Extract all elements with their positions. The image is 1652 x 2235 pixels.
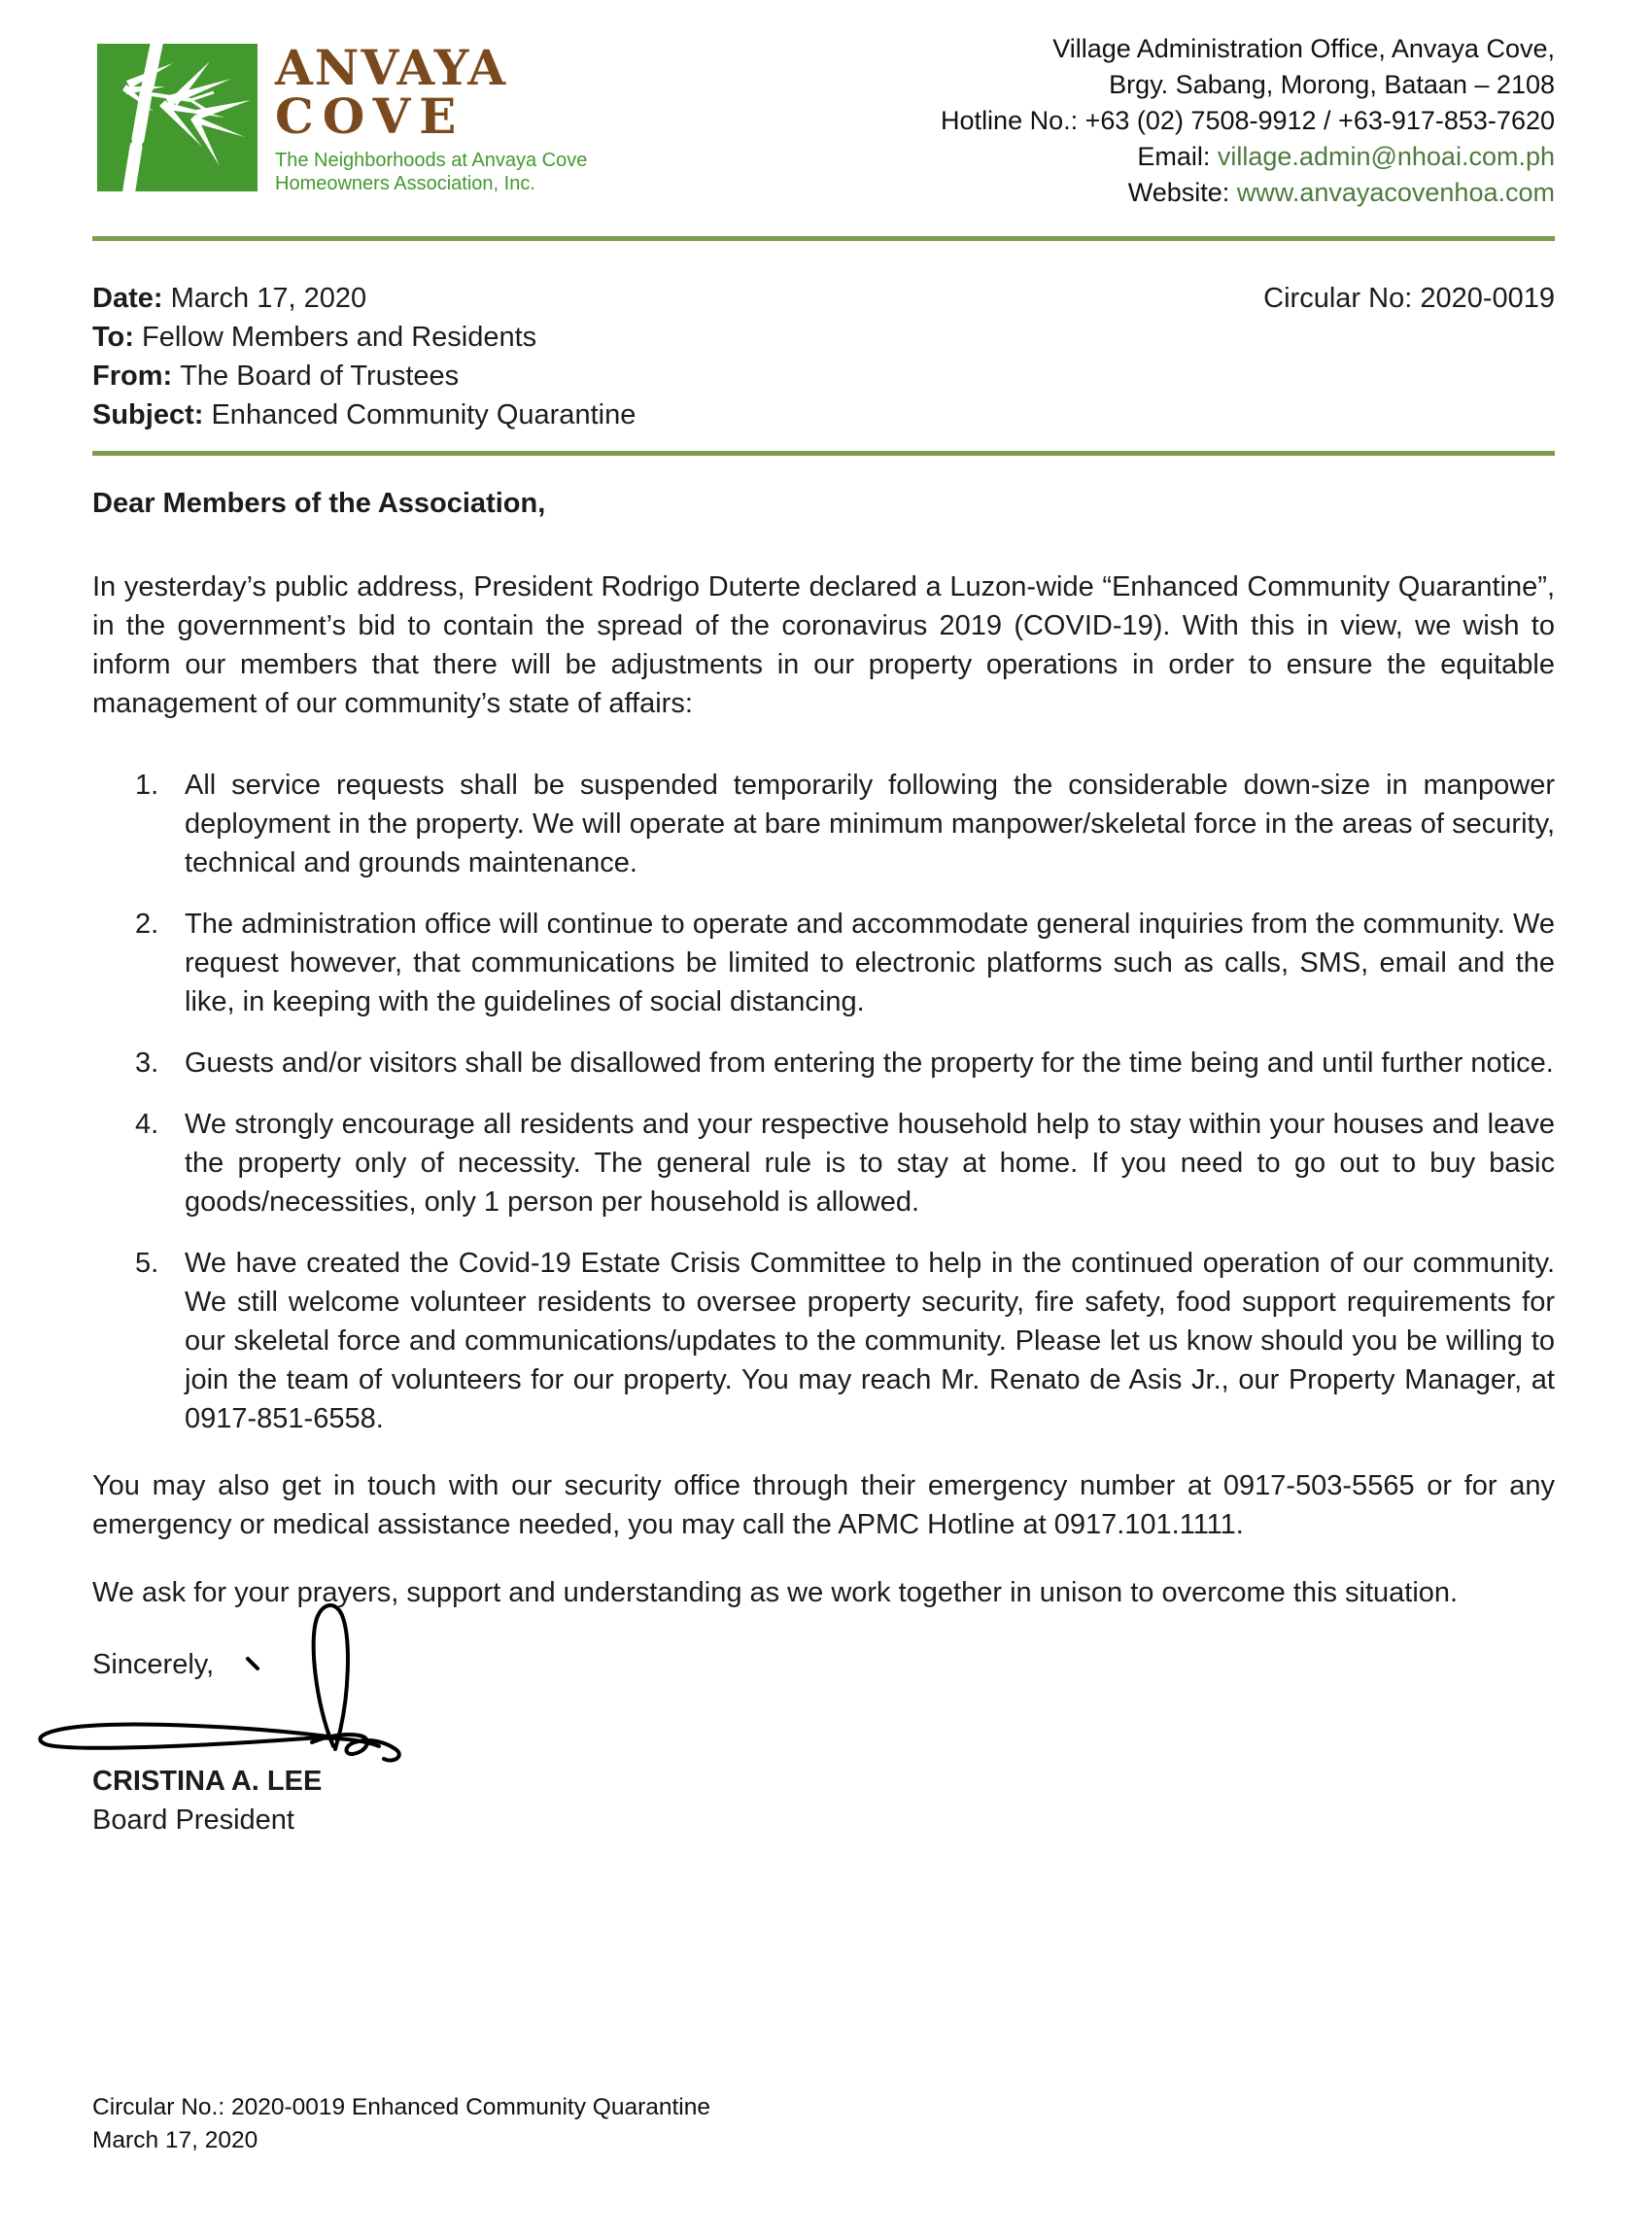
date-label: Date: [92, 283, 171, 314]
closing-paragraph-prayers: We ask for your prayers, support and understanding as we work together in unison to overcome this situation. [92, 1577, 1459, 1608]
to-label: To: [92, 322, 142, 353]
email-link[interactable]: village.admin@nhoai.com.ph [1217, 142, 1555, 171]
signoff: Sincerely, [92, 1649, 215, 1680]
office-address-block [941, 31, 1555, 211]
letter-meta-block [92, 279, 636, 434]
salutation: Dear Members of the Association, [92, 488, 546, 519]
list-item [92, 1105, 1555, 1221]
signature-block [92, 1684, 1555, 1762]
list-item-text: The administration office will continue to operate and accommodate general inquiries from the community. We request however, that communications be limited to electronic platforms such as calls, SMS, email and the like, in keeping with the guidelines of social distancing. [185, 909, 1555, 1017]
footer-circular-line: Circular No.: 2020-0019 Enhanced Community Quarantine [92, 2094, 710, 2120]
website-link[interactable]: www.anvayacovenhoa.com [1236, 178, 1555, 207]
list-item-text: We strongly encourage all residents and your respective household help to stay within your houses and leave the property only of necessity. The general rule is to stay at home. If you need to go out to buy basic goods/necessities, only 1 person per household is allowed. [185, 1109, 1555, 1218]
to-value: Fellow Members and Residents [142, 322, 537, 353]
address-line-email [941, 139, 1555, 175]
meta-divider-rule [92, 451, 1555, 456]
list-item [92, 766, 1555, 882]
org-tagline-line1: The Neighborhoods at Anvaya Cove [275, 150, 588, 171]
org-logo [97, 39, 588, 195]
list-item-number: 5. [135, 1248, 159, 1279]
list-item-text: We have created the Covid-19 Estate Crisis Committee to help in the continued operation of our community. We still welcome volunteer residents to oversee property security, fire safety, food support requirements for our skeletal force and communications/updates to the community. Please let us know should you be willing to join the team of volunteers for our property. You may reach Mr. Renato de Asis Jr., our Property Manager, at 0917-851-6558. [185, 1248, 1555, 1434]
numbered-list [92, 766, 1555, 1438]
org-name-line1: ANVAYA [275, 39, 508, 96]
list-item [92, 1044, 1555, 1083]
date-value: March 17, 2020 [170, 283, 367, 314]
list-item-number: 3. [135, 1048, 159, 1079]
address-line-hotline: Hotline No.: +63 (02) 7508-9912 / +63-917-853-7620 [941, 106, 1555, 135]
intro-paragraph: In yesterday’s public address, President Rodrigo Duterte declared a Luzon-wide “Enhanced Community Quarantine”, in the government’s bid to contain the spread of the coronavirus 2019 (COVID-19). With this in view, we wish to inform our members that there will be adjustments in our property operations in order to ensure the equitable management of our community’s state of affairs: [92, 571, 1555, 719]
closing-paragraph-security: You may also get in touch with our security office through their emergency number at 0917-503-5565 or for any emergency or medical assistance needed, you may call the APMC Hotline at 0917.101.1111. [92, 1470, 1555, 1540]
list-item [92, 1244, 1555, 1438]
signatory-name: CRISTINA A. LEE [92, 1766, 323, 1797]
address-line-barangay: Brgy. Sabang, Morong, Bataan – 2108 [1109, 70, 1555, 99]
list-item-number: 2. [135, 909, 159, 940]
address-line-website [941, 175, 1555, 211]
org-tagline-line2: Homeowners Association, Inc. [275, 173, 535, 194]
org-logo-text [275, 39, 588, 195]
list-item-number: 4. [135, 1109, 159, 1140]
footer-date-line: March 17, 2020 [92, 2127, 258, 2153]
from-value: The Board of Trustees [180, 361, 460, 392]
subject-value: Enhanced Community Quarantine [211, 399, 637, 430]
email-label: Email: [1137, 142, 1218, 171]
list-item [92, 905, 1555, 1021]
meta-subject-line [92, 395, 636, 434]
subject-label: Subject: [92, 399, 212, 430]
from-label: From: [92, 361, 181, 392]
meta-to-line [92, 318, 636, 357]
list-item-number: 1. [135, 770, 159, 801]
bamboo-logo-icon [97, 44, 258, 191]
meta-from-line [92, 357, 636, 395]
list-item-text: Guests and/or visitors shall be disallowed from entering the property for the time being and until further notice. [185, 1048, 1554, 1079]
website-label: Website: [1127, 178, 1237, 207]
circular-number: Circular No: 2020-0019 [1263, 283, 1555, 314]
signatory-title: Board President [92, 1805, 294, 1836]
page-footer [92, 2091, 710, 2157]
header-divider-rule [92, 236, 1555, 241]
handwritten-signature [24, 1599, 432, 1773]
list-item-text: All service requests shall be suspended temporarily following the considerable down-size in manpower deployment in the property. We will operate at bare minimum manpower/skeletal force in the areas of security, technical and grounds maintenance. [185, 770, 1555, 878]
org-name-line2: COVE [275, 87, 465, 145]
letter-body [92, 484, 1555, 1840]
address-line-office: Village Administration Office, Anvaya Cove, [1052, 34, 1555, 63]
meta-date-line [92, 279, 636, 318]
